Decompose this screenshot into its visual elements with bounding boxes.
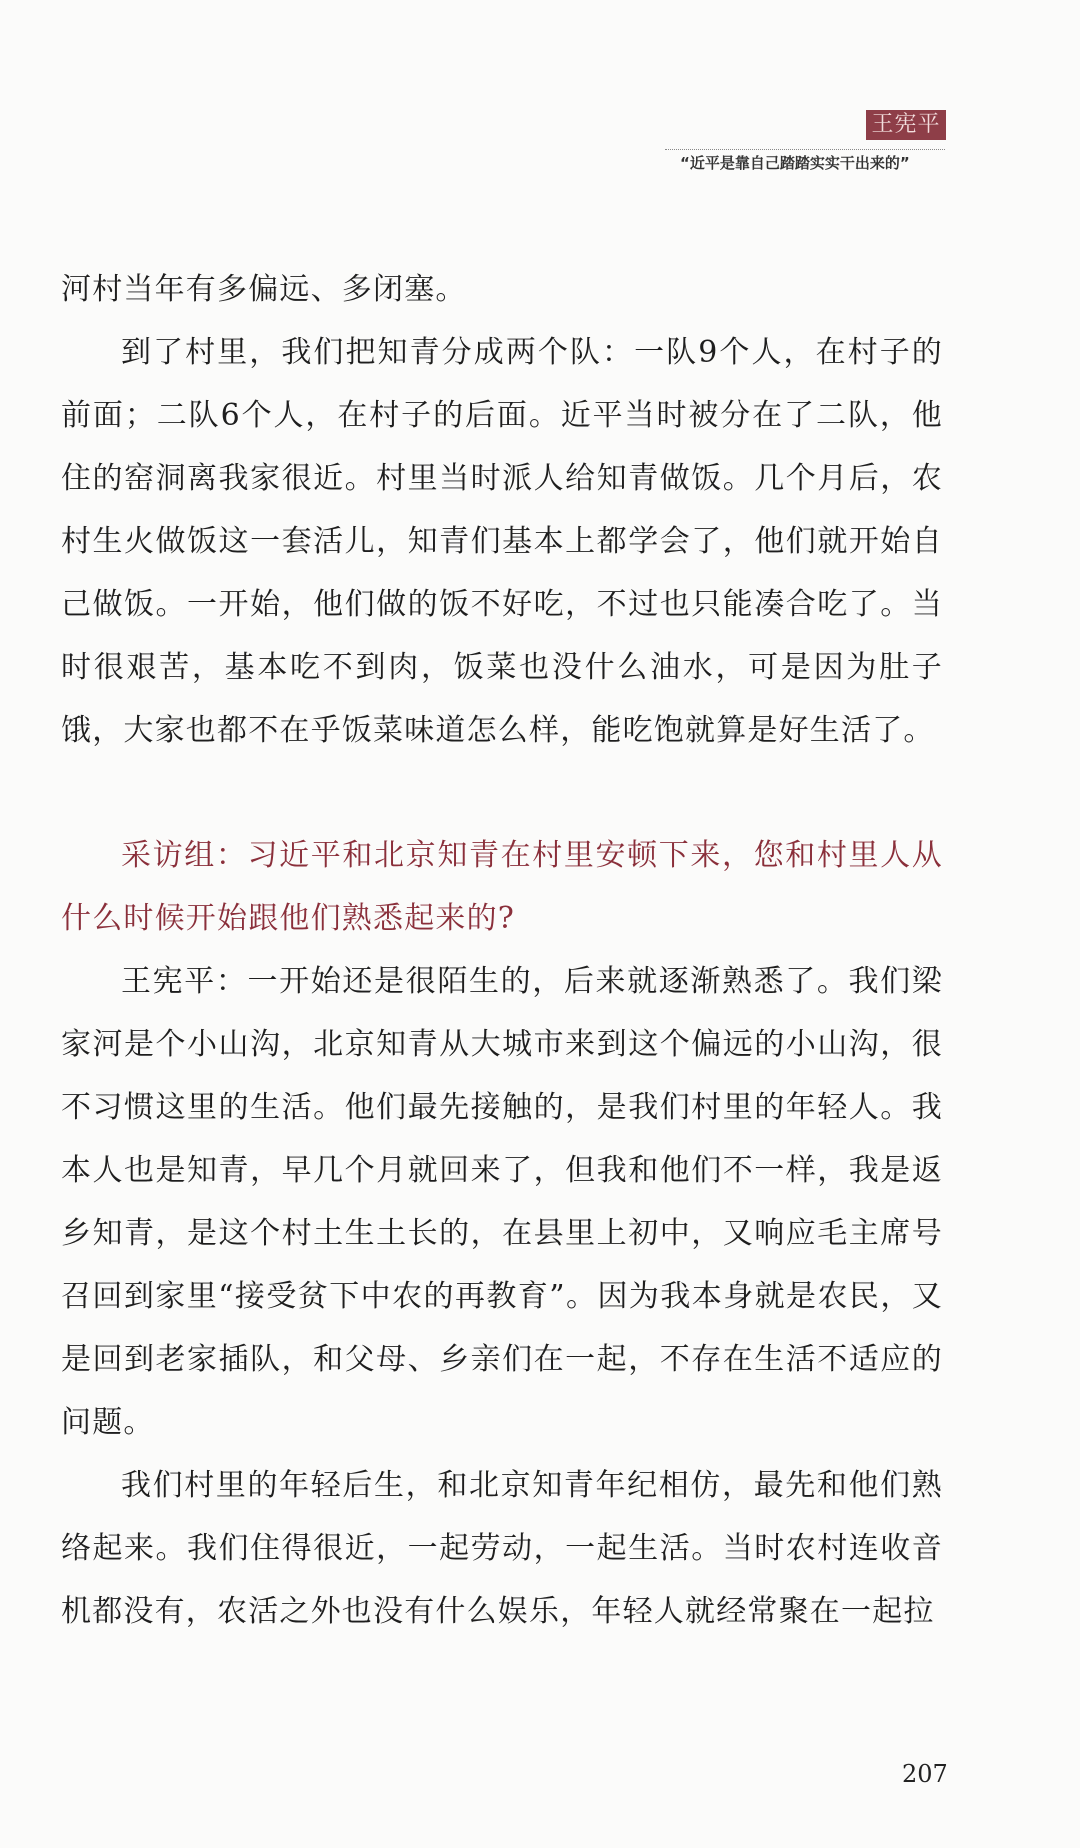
running-head-subtitle: “近平是靠自己踏踏实实干出来的” (680, 154, 910, 172)
paragraph-continued: 河村当年有多偏远、多闭塞。 (61, 272, 467, 307)
interview-question: 采访组：习近平和北京知青在村里安顿下来，您和村里人从什么时候开始跟他们熟悉起来的? (61, 838, 943, 936)
page-number: 207 (902, 1760, 948, 1788)
running-head-name-tag: 王宪平 (866, 110, 946, 140)
paragraph: 到了村里，我们把知青分成两个队：一队9个人，在村子的前面；二队6个人，在村子的后面。近平当时被分在了二队，他住的窑洞离我家很近。村里当时派人给知青做饭。几个月后，农村生火做饭这一套活儿，知青们基本上都学会了，他们就开始自己做饭。一开始，他们做的饭不好吃，不过也只能凑合吃了。当时很艰苦，基本吃不到肉，饭菜也没什么油水，可是因为肚子饿，大家也都不在乎饭菜味道怎么样，能吃饱就算是好生活了。 (61, 335, 943, 748)
paragraph: 我们村里的年轻后生，和北京知青年纪相仿，最先和他们熟络起来。我们住得很近，一起劳动，一起生活。当时农村连收音机都没有，农活之外也没有什么娱乐，年轻人就经常聚在一起拉 (61, 1468, 943, 1629)
interview-answer: 王宪平：一开始还是很陌生的，后来就逐渐熟悉了。我们梁家河是个小山沟，北京知青从大城市来到这个偏远的小山沟，很不习惯这里的生活。他们最先接触的，是我们村里的年轻人。我本人也是知青，早几个月就回来了，但我和他们不一样，我是返乡知青，是这个村土生土长的，在县里上初中，又响应毛主席号召回到家里“接受贫下中农的再教育”。因为我本身就是农民，又是回到老家插队，和父母、乡亲们在一起，不存在生活不适应的问题。 (61, 964, 943, 1440)
page-body (61, 258, 943, 1643)
running-head-divider (665, 149, 945, 150)
